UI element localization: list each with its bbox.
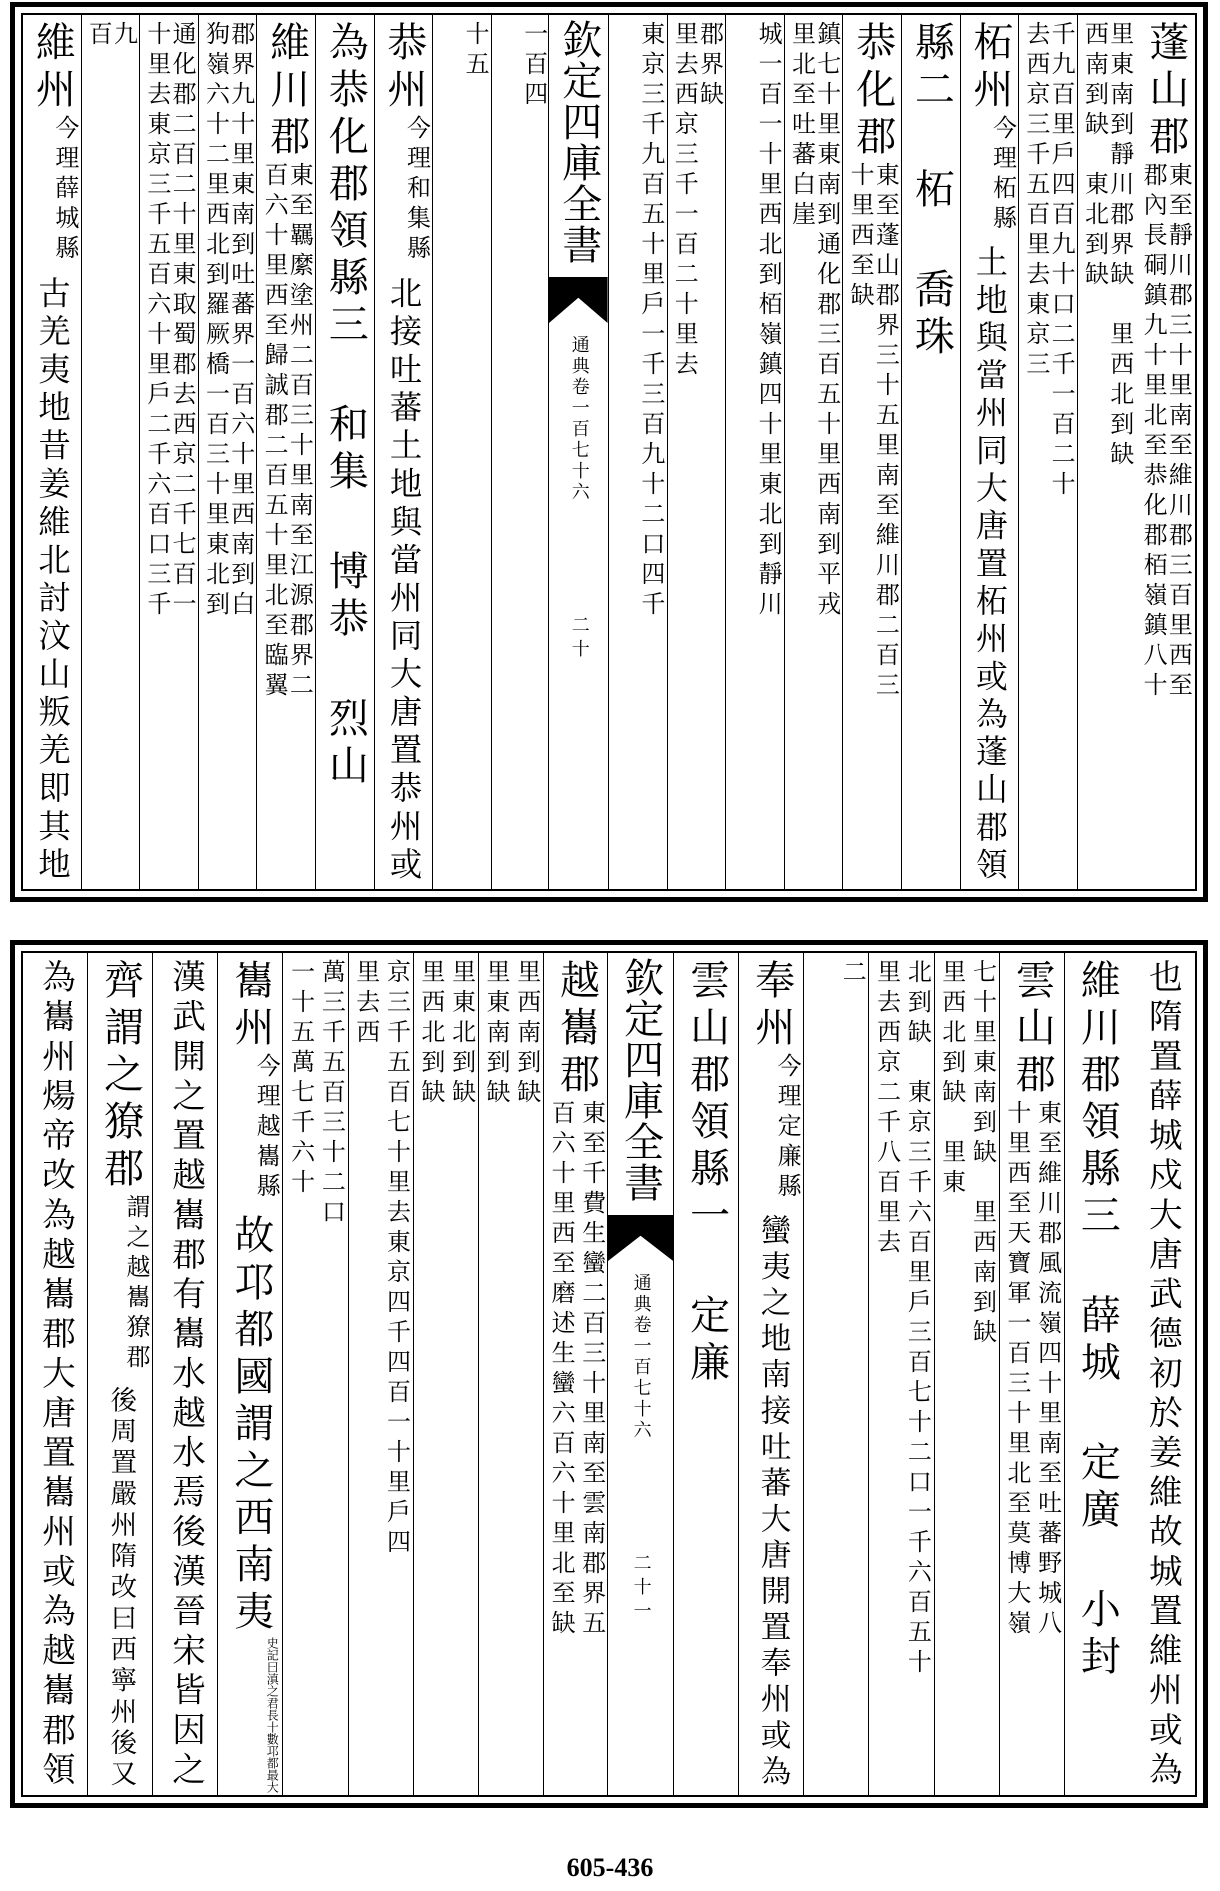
chapter-label: 通典卷一百七十六 xyxy=(568,335,590,503)
upper-page-frame xyxy=(21,13,1197,891)
annotation-text: 十里西至缺 xyxy=(846,162,875,312)
annotation-text: 百 xyxy=(84,21,113,51)
annotation-text: 去西京三千五百里去東京三 xyxy=(1021,21,1050,381)
text-column xyxy=(1130,953,1195,1795)
main-text: 為巂州煬帝改為越巂郡大唐置巂州或為越巂郡領 xyxy=(36,959,76,1791)
text-column xyxy=(491,15,551,889)
text-column xyxy=(478,953,544,1795)
main-text: 齊謂之獠郡 xyxy=(97,959,144,1194)
main-text: 巂州 xyxy=(227,959,274,1053)
annotation-text: 十五 xyxy=(461,21,490,81)
annotation-text: 史記曰滇之君長十數邛都最大 xyxy=(265,1637,280,1793)
text-column xyxy=(374,15,434,889)
annotation-text: 東至蓬山郡界三十五里南至維川郡二百三 xyxy=(871,162,900,702)
text-column xyxy=(22,15,82,889)
annotation-text: 九 xyxy=(109,21,138,51)
annotation-text: 郡界九十里東南到吐蕃界一百六十里西南到白 xyxy=(226,21,255,621)
main-text: 雲山郡領縣一 定廉 xyxy=(683,959,730,1388)
main-text: 古羌夷地昔姜維北討汶山叛羌即其地 xyxy=(33,276,72,885)
center-margin xyxy=(607,953,674,1795)
main-text: 維川郡領縣三 薛城 定廣 小封 xyxy=(1074,959,1121,1682)
text-column xyxy=(842,15,902,889)
annotation-text: 東京三千九百五十里戶一千三百九十二口四千 xyxy=(636,21,665,621)
text-column xyxy=(543,953,609,1795)
main-text: 柘州 xyxy=(966,21,1013,115)
text-column xyxy=(256,15,316,889)
center-margin xyxy=(548,15,609,889)
text-column xyxy=(673,953,739,1795)
text-column xyxy=(934,953,1000,1795)
text-column xyxy=(999,953,1065,1795)
main-text: 維州 xyxy=(29,21,76,115)
text-column xyxy=(413,953,479,1795)
annotation-text: 十里西至天寶軍一百三十里北至莫博大嶺 xyxy=(1002,1100,1031,1640)
annotation-text: 里西北到缺 xyxy=(937,959,966,1109)
lower-page xyxy=(10,940,1208,1808)
annotation-text: 鎮七十里東南到通化郡三百五十里西南到平戎 xyxy=(812,21,841,621)
annotation-text: 東至維川郡風流嶺四十里南至吐蕃野城八 xyxy=(1033,1100,1062,1640)
annotation-text: 千九百里戶四百九十口二千一百二十 xyxy=(1047,21,1076,501)
main-text: 越巂郡 xyxy=(553,959,600,1100)
annotation-text: 萬三千五百三十二口 xyxy=(317,959,346,1229)
fish-tail-mark xyxy=(608,1215,673,1261)
annotation-text: 狗嶺六十二里西北到羅厥橋一百三十里東北到 xyxy=(201,21,230,621)
main-text: 恭州 xyxy=(380,21,427,115)
main-text: 縣二 柘 喬珠 xyxy=(908,21,955,362)
main-text: 蠻夷之地南接吐蕃大唐開置奉州或為 xyxy=(755,1214,791,1791)
annotation-text: 郡界缺 xyxy=(695,21,724,111)
annotation-text: 里東北到缺 xyxy=(447,959,476,1109)
main-text: 奉州 xyxy=(748,959,795,1053)
annotation-text: 一百四 xyxy=(519,21,548,111)
text-column xyxy=(81,15,141,889)
folio-number: 605-436 xyxy=(566,1853,654,1882)
annotation-text: 謂之越巂獠郡 xyxy=(122,1194,151,1374)
annotation-text: 里西北到缺 xyxy=(1105,321,1134,471)
annotation-text: 里去西 xyxy=(351,959,380,1049)
text-column xyxy=(217,953,283,1795)
annotation-text: 今理越巂縣 xyxy=(252,1053,281,1203)
annotation-text: 今理定廉縣 xyxy=(773,1053,802,1203)
text-column xyxy=(432,15,492,889)
annotation-text: 七十里東南到缺 xyxy=(968,959,997,1169)
text-column xyxy=(901,15,961,889)
text-column xyxy=(315,15,375,889)
text-column xyxy=(22,953,88,1795)
annotation-text: 今理和集縣 xyxy=(402,115,431,265)
annotation-text: 里東 xyxy=(937,1139,966,1199)
book-title: 欽定四庫全書 xyxy=(555,19,602,265)
annotation-text: 里西南到缺 xyxy=(968,1199,997,1349)
main-text: 恭化郡 xyxy=(849,21,896,162)
annotation-text: 里西北到缺 xyxy=(416,959,445,1109)
chapter-label: 通典卷一百七十六 xyxy=(630,1273,652,1441)
annotation-text: 十里去東京三千五百六十里戶二千六百口三千 xyxy=(142,21,171,621)
annotation-text: 里去西京二千八百里去 xyxy=(872,959,901,1259)
annotation-text: 里東南到缺 xyxy=(481,959,510,1109)
text-column xyxy=(1077,15,1137,889)
annotation-text: 東至靜川郡三十里南至維川郡三百里西至 xyxy=(1164,162,1193,702)
text-column xyxy=(139,15,199,889)
main-text: 雲山郡 xyxy=(1009,959,1056,1100)
main-text: 故邛都國謂之西南夷 xyxy=(227,1214,274,1637)
text-column xyxy=(725,15,785,889)
annotation-text: 北到缺 xyxy=(903,959,932,1049)
lower-page-frame xyxy=(21,951,1197,1797)
annotation-text: 通化郡二百二十里東取蜀郡去西京二千七百一 xyxy=(168,21,197,621)
annotation-text: 一十五萬七千六十 xyxy=(286,959,315,1199)
annotation-text: 西南到缺 xyxy=(1080,21,1109,141)
main-text: 土地與當州同大唐置柘州或為蓬山郡領 xyxy=(970,245,1009,885)
text-column xyxy=(87,953,153,1795)
text-column xyxy=(784,15,844,889)
annotation-text: 城一百一十里西北到栢嶺鎮四十里東北到靜川 xyxy=(754,21,783,621)
main-text: 蓬山郡 xyxy=(1142,21,1189,162)
upper-page xyxy=(10,2,1208,902)
annotation-text: 東北到缺 xyxy=(1080,171,1109,291)
text-column xyxy=(803,953,869,1795)
text-column xyxy=(282,953,348,1795)
annotation-text: 京三千五百七十里去東京四千四百一十里戶四 xyxy=(382,959,411,1559)
text-column xyxy=(348,953,414,1795)
text-column xyxy=(1064,953,1130,1795)
leaf-number: 二十 xyxy=(568,615,590,663)
annotation-text: 郡內長硐鎮九十里北至恭化郡栢嶺鎮八十 xyxy=(1139,162,1168,702)
book-title: 欽定四庫全書 xyxy=(617,957,664,1203)
text-column xyxy=(608,15,668,889)
text-column xyxy=(198,15,258,889)
main-text: 維川郡 xyxy=(263,21,310,162)
annotation-text: 東至羈縻塗州二百三十里南至江源郡界二 xyxy=(285,162,314,702)
annotation-text: 東京三千六百里戶三百七十二口一千六百五十 xyxy=(903,1079,932,1679)
text-column xyxy=(1018,15,1078,889)
main-text: 北接吐蕃土地與當州同大唐置恭州或 xyxy=(385,276,424,885)
text-column xyxy=(1136,15,1195,889)
annotation-text: 百六十里西至歸誠郡二百五十里北至臨翼 xyxy=(260,162,289,702)
text-column xyxy=(960,15,1020,889)
annotation-text: 里東南到靜川郡界缺 xyxy=(1105,21,1134,291)
text-column xyxy=(667,15,727,889)
main-text: 漢武開之置越巂郡有巂水越水焉後漢晉宋皆因之 xyxy=(166,959,206,1791)
annotation-text: 百六十里西至磨述生蠻六百六十里北至缺 xyxy=(547,1100,576,1640)
fish-tail-mark xyxy=(549,277,608,323)
text-column xyxy=(738,953,804,1795)
annotation-text: 里西南到缺 xyxy=(512,959,541,1109)
text-column xyxy=(152,953,218,1795)
annotation-text: 今理柘縣 xyxy=(988,115,1017,235)
annotation-text: 里去西京三千一百二十里去 xyxy=(670,21,699,381)
annotation-text: 東至千費生蠻二百三十里南至雲南郡界五 xyxy=(577,1100,606,1640)
leaf-number: 二十一 xyxy=(630,1553,652,1625)
main-text: 為恭化郡領縣三 和集 博恭 烈山 xyxy=(322,21,369,791)
main-text: 後周置嚴州隋改曰西寧州後又 xyxy=(105,1386,137,1791)
text-column xyxy=(868,953,934,1795)
annotation-text: 里北至吐蕃白崖 xyxy=(787,21,816,231)
annotation-text: 今理薛城縣 xyxy=(50,115,79,265)
annotation-text: 二 xyxy=(838,959,867,989)
main-text: 也隋置薛城戍大唐武德初於姜維故城置維州或為 xyxy=(1143,959,1183,1791)
